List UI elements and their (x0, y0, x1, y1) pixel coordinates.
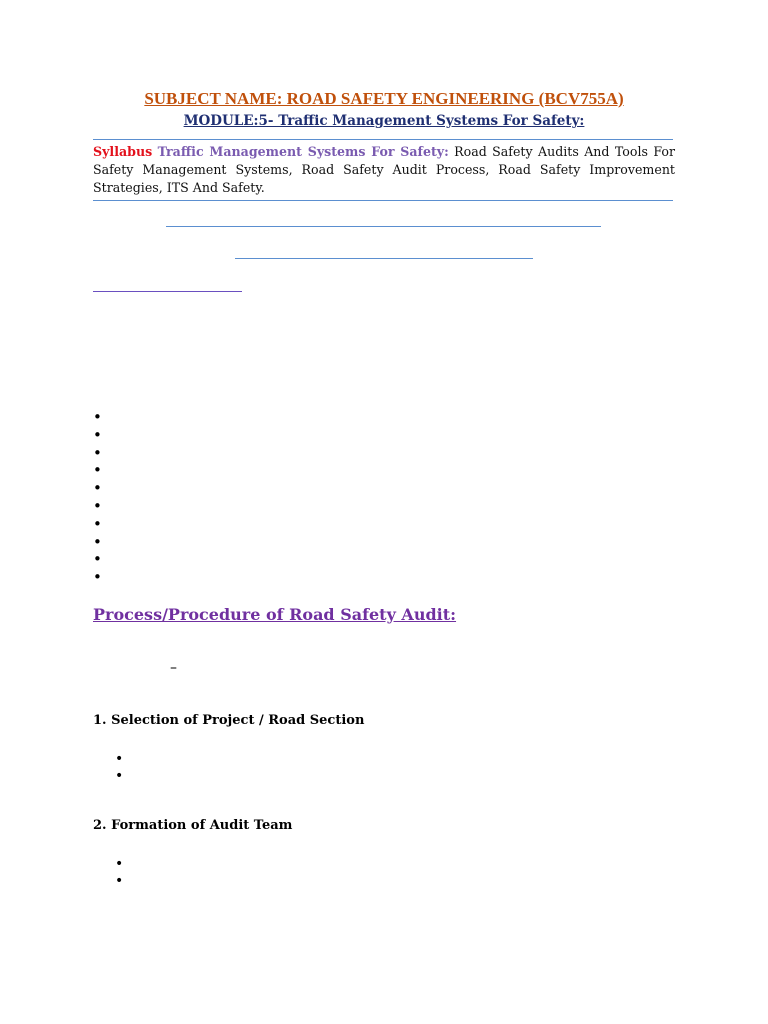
bullet-item: • (93, 532, 102, 551)
syllabus-label: Syllabus (93, 144, 153, 159)
bullet-item: • (93, 568, 102, 587)
bullet-item: • (93, 550, 102, 569)
bullet-item: • (93, 461, 102, 480)
bullet-item: • (93, 479, 102, 498)
bullet-item: • (93, 425, 102, 444)
step-heading-2: 2. Formation of Audit Team (93, 818, 293, 833)
underline-rule-2 (235, 258, 533, 259)
step-2-bullet-list (115, 856, 123, 890)
underline-rule-3 (93, 291, 242, 292)
bullet-item: • (93, 514, 102, 533)
step-2-bullet-item: • (115, 873, 124, 889)
subject-title: SUBJECT NAME: ROAD SAFETY ENGINEERING (BCV755A) (144, 89, 624, 108)
step-heading-1: 1. Selection of Project / Road Section (93, 713, 365, 728)
bullet-item: • (93, 496, 102, 515)
bullet-item: • (93, 443, 102, 462)
bullet-list (93, 409, 102, 587)
step-1-bullet-item: • (115, 751, 124, 767)
dash-mark: – (170, 660, 177, 676)
syllabus-bottom-rule (93, 200, 673, 201)
step-2-bullet-item: • (115, 856, 124, 872)
underline-rule-1 (166, 226, 601, 227)
module-title: MODULE:5- Traffic Management Systems For Safety: (183, 113, 585, 129)
process-heading: Process/Procedure of Road Safety Audit: (93, 605, 457, 624)
syllabus-text: Road Safety Audits And Tools For Safety Management Systems, Road Safety Audit Process, Road Safety Improvement Strategies, ITS And Safety. (93, 144, 675, 195)
step-1-bullet-list (115, 751, 123, 785)
bullet-item: • (93, 408, 102, 426)
syllabus-paragraph (93, 143, 675, 197)
step-1-bullet-item: • (115, 768, 124, 784)
syllabus-topic: Traffic Management Systems For Safety: (157, 144, 449, 159)
syllabus-top-rule (93, 139, 673, 140)
